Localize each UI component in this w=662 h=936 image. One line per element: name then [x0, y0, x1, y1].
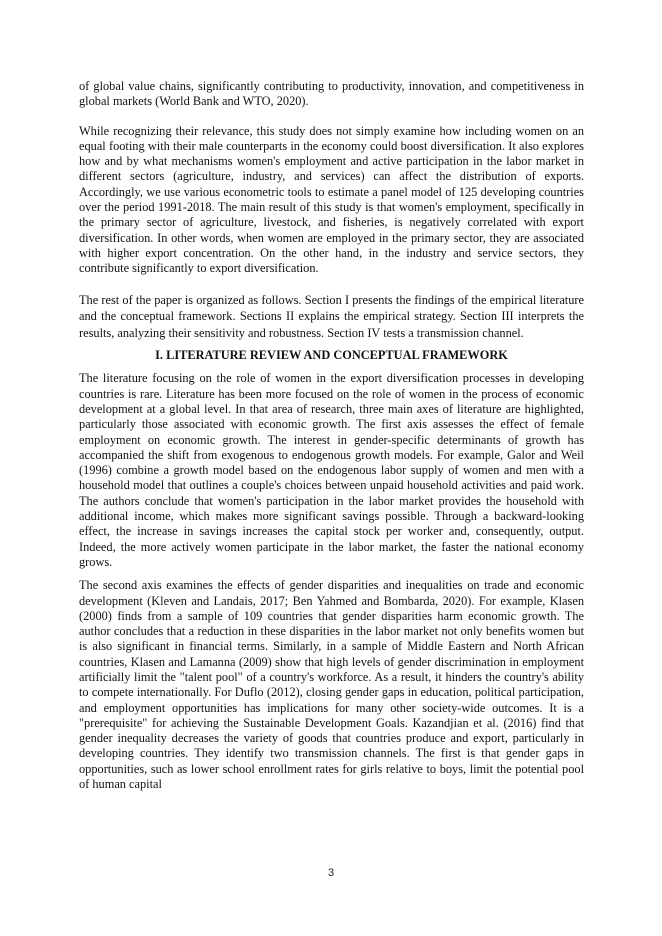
page-number: 3 — [327, 867, 335, 879]
document-page — [79, 79, 584, 792]
paragraph-paper-organization: The rest of the paper is organized as follows. Section I presents the findings of the empirical literature and the conceptual framework. Sections II explains the empirical strategy. Section III interprets the results, analyzing their sensitivity and robustness. Section IV tests a transmission channel. — [79, 292, 584, 340]
section-heading: I. LITERATURE REVIEW AND CONCEPTUAL FRAMEWORK — [155, 348, 508, 363]
paragraph-study-scope: While recognizing their relevance, this study does not simply examine how including women on an equal footing with their male counterparts in the economy could boost diversification. It also explores how and by what mechanisms women's employment and active participation in the labor market in different sectors (agriculture, industry, and services) can affect the distribution of exports. Accordingly, we use various econometric tools to estimate a panel model of 125 developing countries over the period 1991-2018. The main result of this study is that women's employment, specifically in the primary sector of agriculture, livestock, and fisheries, is negatively correlated with export diversification. In other words, when women are employed in the primary sector, they are associated with higher export concentration. On the other hand, in the industry and service sectors, they contribute significantly to export diversification. — [79, 123, 584, 276]
paragraph-literature-second-axis: The second axis examines the effects of gender disparities and inequalities on trade and economic development (Kleven and Landais, 2017; Ben Yahmed and Bombarda, 2020). For example, Klasen (2000) finds from a sample of 109 countries that gender disparities harm economic growth. The author concludes that a reduction in these disparities in the labor market not only benefits women but is also significant in financial terms. Similarly, in a sample of Middle Eastern and North African countries, Klasen and Lamanna (2009) show that high levels of gender discrimination in employment artificially limit the "talent pool" of a country's workforce. As a result, it hinders the country's ability to compete internationally. For Duflo (2012), closing gender gaps in education, political participation, and employment opportunities has implications for many other society-wide outcomes. It is a "prerequisite" for achieving the Sustainable Development Goals. Kazandjian et al. (2016) find that gender inequality decreases the variety of goods that countries produce and export, particularly in developing countries. They identify two transmission channels. The first is that gender gaps in opportunities, such as lower school enrollment rates for girls relative to boys, limit the potential pool of human capital — [79, 578, 584, 792]
paragraph-literature-first-axis: The literature focusing on the role of women in the export diversification processes in developing countries is rare. Literature has been more focused on the role of women in the process of economic development at a global level. In that area of research, three main axes of literature are highlighted, particularly those associated with economic growth. The first axis assesses the effect of female employment on economic growth. The interest in gender-specific determinants of growth has accompanied the shift from exogenous to endogenous growth models. For example, Galor and Weil (1996) combine a growth model based on the endogenous labor supply of women and men with a household model that outlines a couple's choices between unpaid household activities and paid work. The authors conclude that women's participation in the labor market provides the household with additional income, which makes more significant savings possible. Through a backward-looking effect, the increase in savings increases the capital stock per worker and, consequently, output. Indeed, the more actively women participate in the labor market, the faster the national economy grows. — [79, 371, 584, 569]
paragraph-global-value-chains: of global value chains, significantly contributing to productivity, innovation, and competitiveness in global markets (World Bank and WTO, 2020). — [79, 79, 584, 109]
